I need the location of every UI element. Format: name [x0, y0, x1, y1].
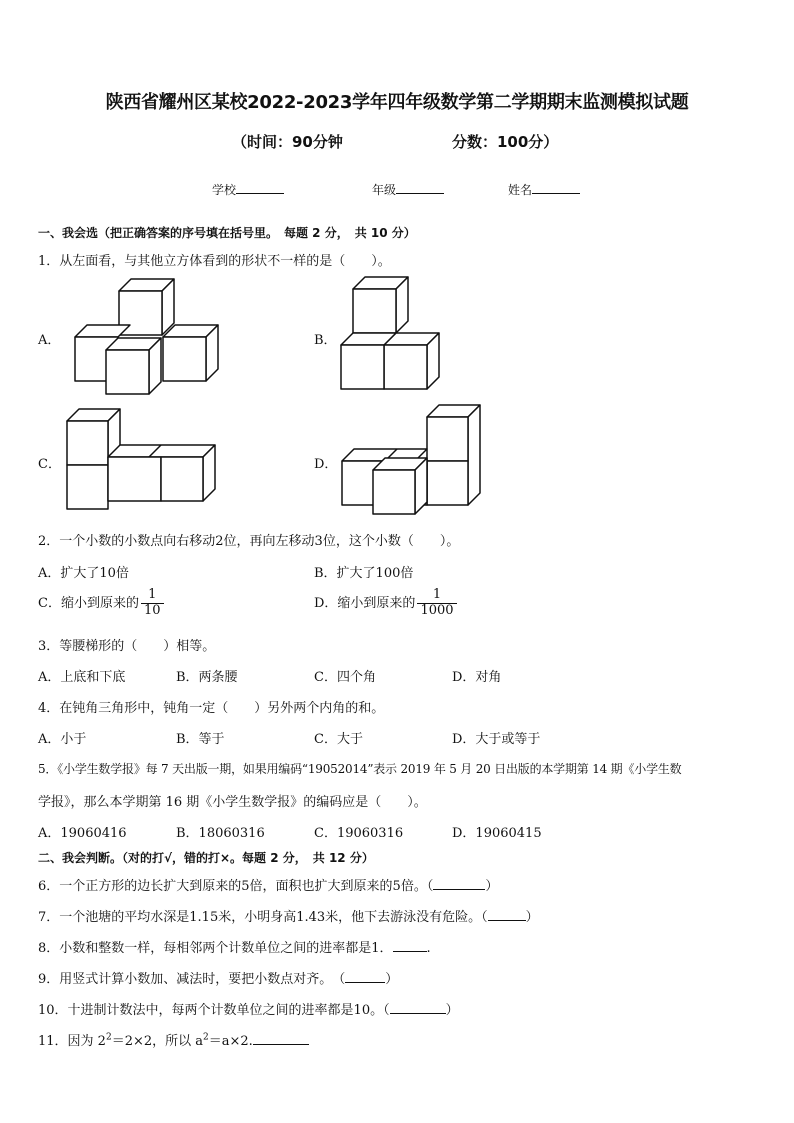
option-5b[interactable]: B．18060316: [176, 826, 265, 841]
question-10: 10．十进制计数法中，每两个计数单位之间的进率都是10。（ ）: [38, 999, 459, 1018]
cube-figure-a: [60, 270, 230, 400]
name-blank[interactable]: [532, 181, 580, 194]
answer-blank-10[interactable]: [390, 1000, 446, 1014]
answer-blank-11[interactable]: [253, 1031, 309, 1045]
option-2a[interactable]: A．扩大了10倍: [38, 566, 129, 581]
question-3: 3．等腰梯形的（ ）相等。: [38, 639, 216, 654]
section1-heading: 一、我会选（把正确答案的序号填在括号里。 每题 2 分， 共 10 分）: [38, 226, 416, 240]
option-5c[interactable]: C．19060316: [314, 826, 404, 841]
school-label: 学校: [212, 183, 237, 197]
question-6: 6．一个正方形的边长扩大到原来的5倍，面积也扩大到原来的5倍。（ ）: [38, 875, 498, 894]
cube-figure-d: [332, 400, 492, 520]
question-8: 8．小数和整数一样，每相邻两个计数单位之间的进率都是1． .: [38, 937, 431, 956]
exam-time: （时间：90分钟: [232, 133, 343, 151]
answer-blank-9[interactable]: [345, 969, 385, 983]
option-1c-label: C．: [38, 457, 61, 472]
name-field[interactable]: [508, 181, 580, 198]
grade-label: 年级: [372, 183, 397, 197]
question-9: 9．用竖式计算小数加、减法时，要把小数点对齐。 （ ）: [38, 968, 398, 987]
option-2c[interactable]: [38, 588, 164, 619]
option-1a-label: A．: [38, 333, 61, 348]
page-title: 陕西省耀州区某校2022-2023学年四年级数学第二学期期末监测模拟试题: [105, 92, 689, 113]
question-5-line1: 5．《小学生数学报》每 7 天出版一期，如果用编码“19052014”表示 2019 年 5 月 20 日出版的本学期第 14 期《小学生数: [38, 762, 682, 776]
option-4c[interactable]: C．大于: [314, 732, 363, 747]
fraction-one-tenth: $\frac{1}{10}$: [141, 588, 164, 619]
exam-score: 分数：100分）: [452, 133, 559, 151]
option-5d[interactable]: D．19060415: [452, 826, 542, 841]
cube-figure-c: [58, 400, 223, 515]
option-2c-text: C．缩小到原来的: [38, 595, 139, 611]
option-4d[interactable]: D．大于或等于: [452, 732, 541, 747]
question-1: 1．从左面看，与其他立方体看到的形状不一样的是（ ）。: [38, 254, 391, 269]
school-field[interactable]: [212, 181, 284, 198]
question-4: 4．在钝角三角形中，钝角一定（ ）另外两个内角的和。: [38, 701, 385, 716]
option-2d-text: D．缩小到原来的: [314, 595, 416, 611]
option-1b-label: B．: [314, 333, 337, 348]
answer-blank-7[interactable]: [488, 907, 526, 921]
option-2d[interactable]: [314, 588, 457, 619]
option-3b[interactable]: B．两条腰: [176, 670, 238, 685]
option-3a[interactable]: A．上底和下底: [38, 670, 126, 685]
question-11: 11．因为 $2^2=2\times 2$，所以 $a^2=a\times 2$.: [38, 1030, 309, 1049]
question-2: 2．一个小数的小数点向右移动2位，再向左移动3位，这个小数（ ）。: [38, 534, 460, 549]
answer-blank-6[interactable]: [433, 876, 485, 890]
cube-figure-b: [332, 270, 462, 395]
option-5a[interactable]: A．19060416: [38, 826, 127, 841]
option-4a[interactable]: A．小于: [38, 732, 87, 747]
option-1d-label: D．: [314, 457, 338, 472]
option-4b[interactable]: B．等于: [176, 732, 225, 747]
section2-heading: 二、我会判断。（对的打√，错的打×。每题 2 分， 共 12 分）: [38, 851, 374, 865]
grade-field[interactable]: [372, 181, 444, 198]
school-blank[interactable]: [236, 181, 284, 194]
fraction-one-thousandth: $\frac{1}{1000}$: [417, 588, 456, 619]
grade-blank[interactable]: [396, 181, 444, 194]
name-label: 姓名: [508, 183, 533, 197]
option-3c[interactable]: C．四个角: [314, 670, 376, 685]
answer-blank-8[interactable]: [393, 938, 427, 952]
option-2b[interactable]: B．扩大了100倍: [314, 566, 414, 581]
question-7: 7．一个池塘的平均水深是1.15米，小明身高1.43米，他下去游泳没有危险。（ ）: [38, 906, 539, 925]
question-5-line2: 学报》，那么本学期第 16 期《小学生数学报》的编码应是（ ）。: [38, 795, 427, 810]
option-3d[interactable]: D．对角: [452, 670, 502, 685]
